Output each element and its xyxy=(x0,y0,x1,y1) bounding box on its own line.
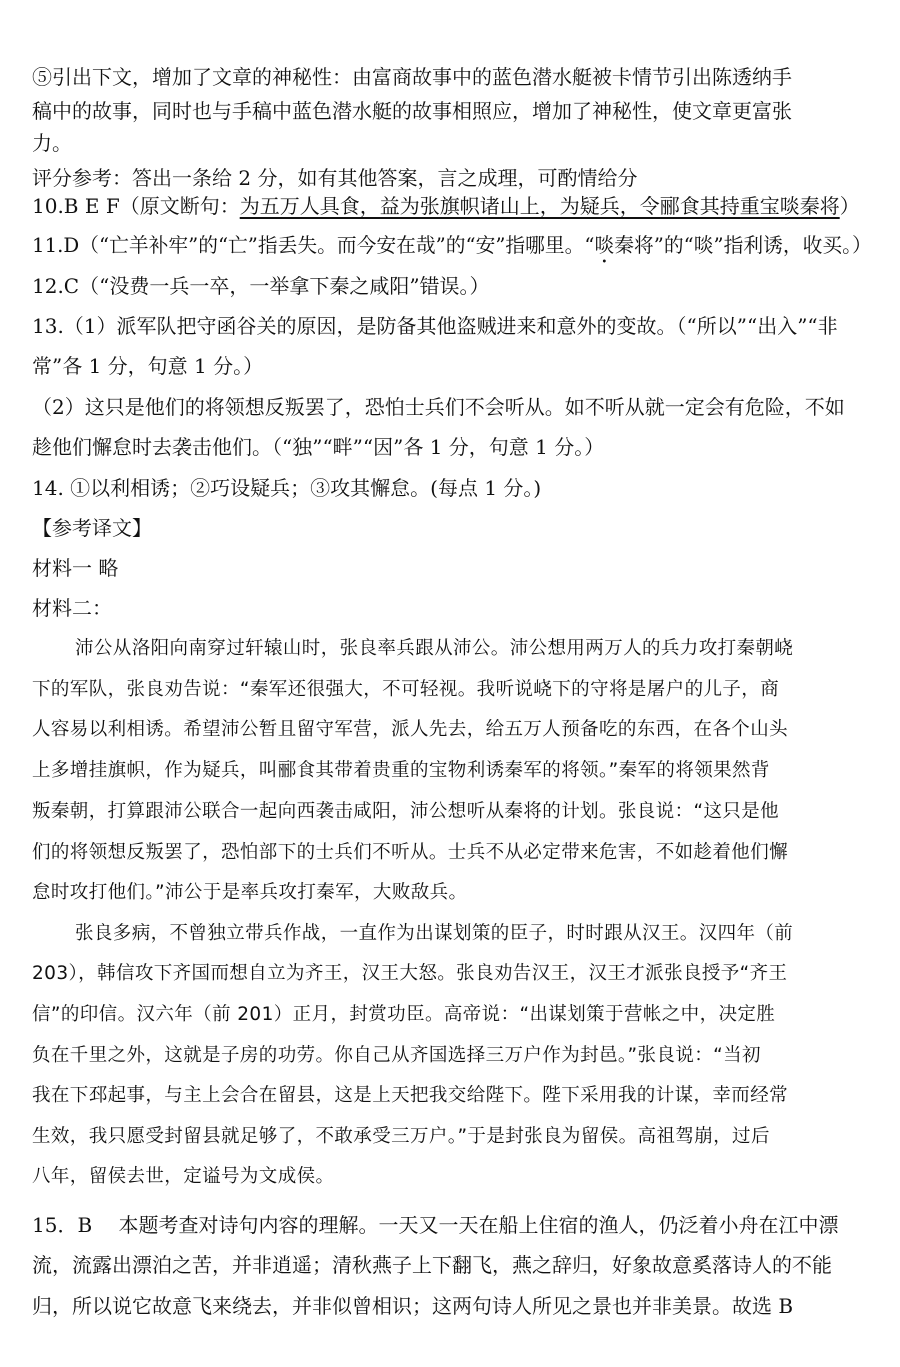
q11-part2: 秦将”的“啖”指利诱，收买。） xyxy=(614,234,872,257)
q13-2-line1: （2）这只是他们的将领想反叛罢了，恐怕士兵们不会听从。如不听从就一定会有危险，不如 xyxy=(32,395,845,419)
material2-para2-line4: 负在千里之外，这就是子房的功劳。你自己从齐国选择三万户作为封邑。”张良说：“当初 xyxy=(32,1045,761,1066)
material2-para2-line3: 信”的印信。汉六年（前 201）正月，封赏功臣。高帝说：“出谋划策于营帐之中，决定胜 xyxy=(32,1004,776,1025)
q11-part1: 11.D（“亡羊补牢”的“亡”指丢失。而今安在哉”的“安”指哪里。“ xyxy=(32,234,595,257)
q10-prefix: 10.B E F（原文断句： xyxy=(32,194,240,218)
material2-para2-line6: 生效，我只愿受封留县就足够了，不敢承受三万户。”于是封张良为留侯。高祖驾崩，过后 xyxy=(32,1126,770,1147)
material2-para2-line1: 张良多病，不曾独立带兵作战，一直作为出谋划策的臣子，时时跟从汉王。汉四年（前 xyxy=(75,923,794,944)
material2-para1-line3: 人容易以利相诱。希望沛公暂且留守军营，派人先去，给五万人预备吃的东西，在各个山头 xyxy=(32,719,789,740)
q12-answer: 12.C（“没费一兵一卒，一举拿下秦之咸阳”错误。） xyxy=(32,274,490,298)
q15-line1: 15．B 本题考查对诗句内容的理解。一天又一天在船上住宿的渔人，仍泛着小舟在江中漂 xyxy=(32,1213,839,1237)
material2-para2-line2: 203），韩信攻下齐国而想自立为齐王，汉王大怒。张良劝告汉王，汉王才派张良授予“齐王 xyxy=(32,963,788,984)
q13-2-line2: 趁他们懈怠时去袭击他们。（“独”“畔”“因”各 1 分，句意 1 分。） xyxy=(32,435,605,459)
q11-emphasized-char: 啖 xyxy=(594,234,615,257)
q9-point5-line2: 稿中的故事，同时也与手稿中蓝色潜水艇的故事相照应，增加了神秘性，使文章更富张 xyxy=(32,99,792,123)
q11-answer xyxy=(32,231,872,268)
q15-line2: 流，流露出漂泊之苦，并非逍遥；清秋燕子上下翻飞，燕之辞归，好象故意奚落诗人的不能 xyxy=(32,1253,832,1277)
q13-1-line2: 常”各 1 分，句意 1 分。） xyxy=(32,354,264,378)
material2-para2-line5: 我在下邳起事，与主上会合在留县，这是上天把我交给陛下。陛下采用我的计谋，幸而经常 xyxy=(32,1085,789,1106)
q15-line3: 归，所以说它故意飞来绕去，并非似曾相识；这两句诗人所见之景也并非美景。故选 B xyxy=(32,1294,794,1318)
scoring-note: 评分参考：答出一条给 2 分，如有其他答案，言之成理，可酌情给分 xyxy=(32,166,638,190)
material2-para1-line7: 怠时攻打他们。”沛公于是率兵攻打秦军，大败敌兵。 xyxy=(32,882,468,903)
q13-1-line1: 13.（1）派军队把守函谷关的原因，是防备其他盗贼进来和意外的变故。（“所以”“出入”“非 xyxy=(32,314,838,338)
q14-answer: 14. ①以利相诱；②巧设疑兵；③攻其懈怠。(每点 1 分。) xyxy=(32,476,542,500)
material2-para1-line1: 沛公从洛阳向南穿过轩辕山时，张良率兵跟从沛公。沛公想用两万人的兵力攻打秦朝峣 xyxy=(75,638,794,659)
q10-suffix: ） xyxy=(839,194,860,218)
material2-label: 材料二： xyxy=(32,596,112,620)
q10-underlined-text: 为五万人具食，益为张旗帜诸山上，为疑兵，令郦食其持重宝啖秦将 xyxy=(239,194,840,218)
q9-point5-line3: 力。 xyxy=(32,131,72,155)
material1-label: 材料一 略 xyxy=(32,556,119,580)
material2-para1-line2: 下的军队，张良劝告说：“秦军还很强大，不可轻视。我听说峣下的守将是屠户的儿子，商 xyxy=(32,679,780,700)
translation-header: 【参考译文】 xyxy=(32,516,152,540)
material2-para1-line6: 们的将领想反叛罢了，恐怕部下的士兵们不听从。士兵不从必定带来危害，不如趁着他们懈 xyxy=(32,842,789,863)
material2-para2-line7: 八年，留侯去世，定谥号为文成侯。 xyxy=(32,1166,335,1187)
q10-answer xyxy=(32,191,872,221)
material2-para1-line4: 上多增挂旗帜，作为疑兵，叫郦食其带着贵重的宝物利诱秦军的将领。”秦军的将领果然背 xyxy=(32,760,770,781)
q9-point5-line1: ⑤引出下文，增加了文章的神秘性：由富商故事中的蓝色潜水艇被卡情节引出陈透纳手 xyxy=(32,65,792,89)
material2-para1-line5: 叛秦朝，打算跟沛公联合一起向西袭击咸阳，沛公想听从秦将的计划。张良说：“这只是他 xyxy=(32,801,780,822)
